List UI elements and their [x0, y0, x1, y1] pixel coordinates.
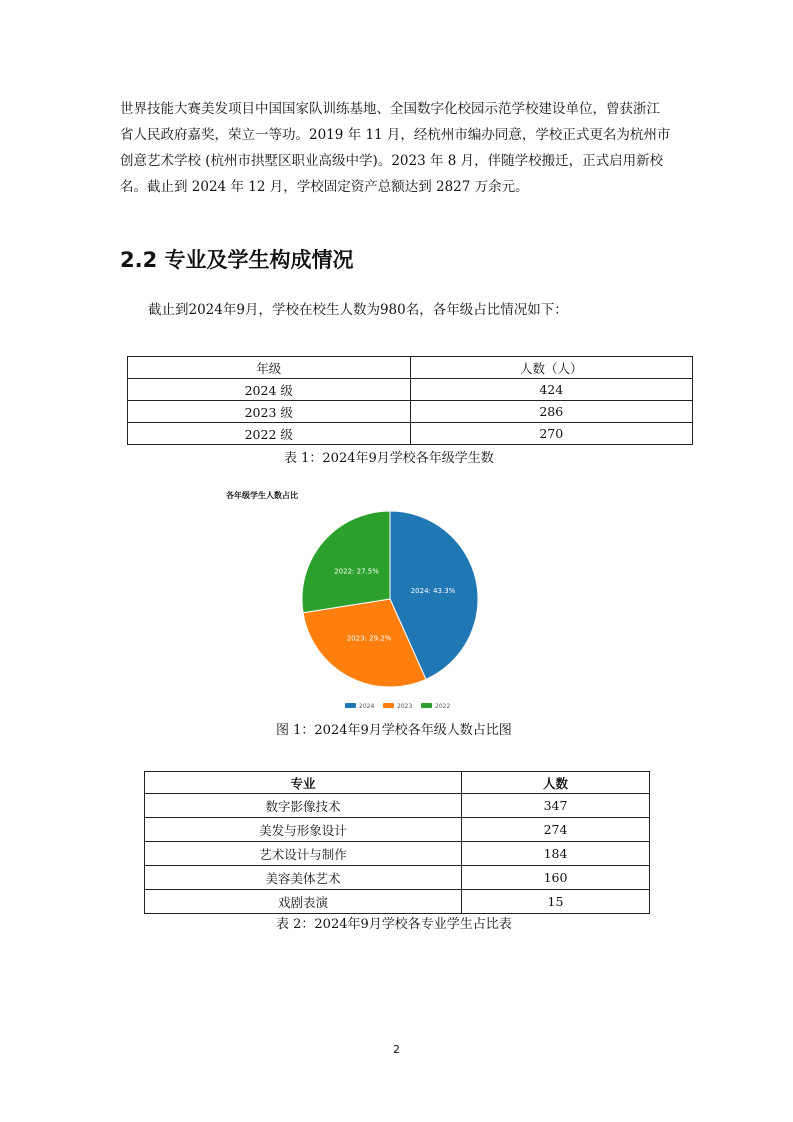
table-cell: 戏剧表演	[145, 890, 462, 914]
paragraph-line: 名。截止到 2024 年 12 月，学校固定资产总额达到 2827 万余元。	[120, 179, 529, 195]
table-cell: 15	[462, 890, 650, 914]
table-cell: 286	[410, 401, 693, 423]
table-cell: 数字影像技术	[145, 794, 462, 818]
table-header-cell: 人数（人）	[410, 357, 693, 379]
paragraph-line: 世界技能大赛美发项目中国国家队训练基地、全国数字化校园示范学校建设单位，曾获浙江	[120, 101, 660, 117]
table-cell: 270	[410, 423, 693, 445]
pie-slice-label: 2023: 29.2%	[346, 634, 392, 643]
major-table	[144, 771, 650, 914]
table-row	[145, 818, 650, 842]
table-cell: 2023 级	[128, 401, 411, 423]
table-cell: 424	[410, 379, 693, 401]
table-cell: 184	[462, 842, 650, 866]
legend-swatch	[345, 703, 356, 708]
table-header-cell: 年级	[128, 357, 411, 379]
table-cell: 160	[462, 866, 650, 890]
table-cell: 2024 级	[128, 379, 411, 401]
table-row	[145, 890, 650, 914]
legend-label: 2024	[359, 703, 375, 710]
table-header-cell: 专业	[145, 772, 462, 794]
table-caption: 表 2：2024年9月学校各专业学生占比表	[276, 917, 512, 932]
legend-swatch	[421, 703, 432, 708]
table-row	[145, 842, 650, 866]
table-header-row	[145, 772, 650, 794]
legend-swatch	[383, 703, 394, 708]
table-row	[145, 866, 650, 890]
table-cell: 347	[462, 794, 650, 818]
paragraph-line: 创意艺术学校 (杭州市拱墅区职业高级中学)。2023 年 8 月，伴随学校搬迁，正式启用新校	[120, 153, 664, 169]
section-intro: 截止到2024年9月，学校在校生人数为980名，各年级占比情况如下：	[148, 302, 568, 318]
pie-slice-2022	[302, 511, 390, 613]
table-cell: 美发与形象设计	[145, 818, 462, 842]
section-heading: 2.2 专业及学生构成情况	[120, 248, 354, 272]
table-caption: 表 1：2024年9月学校各年级学生数	[284, 451, 494, 466]
table-cell: 艺术设计与制作	[145, 842, 462, 866]
pie-slice-label: 2022: 27.5%	[334, 567, 379, 576]
legend-label: 2022	[435, 703, 451, 710]
table-row	[145, 794, 650, 818]
table-header-cell: 人数	[462, 772, 650, 794]
legend-label: 2023	[397, 703, 413, 710]
table-cell: 美容美体艺术	[145, 866, 462, 890]
table-cell: 2022 级	[128, 423, 411, 445]
chart-title: 各年级学生人数占比	[226, 491, 298, 500]
table-cell: 274	[462, 818, 650, 842]
paragraph-line: 省人民政府嘉奖，荣立一等功。2019 年 11 月，经杭州市编办同意，学校正式更名为杭州市	[120, 127, 671, 143]
pie-slice-label: 2024: 43.3%	[410, 586, 456, 595]
figure-caption: 图 1：2024年9月学校各年级人数占比图	[276, 723, 512, 738]
page-number: 2	[393, 1043, 400, 1056]
